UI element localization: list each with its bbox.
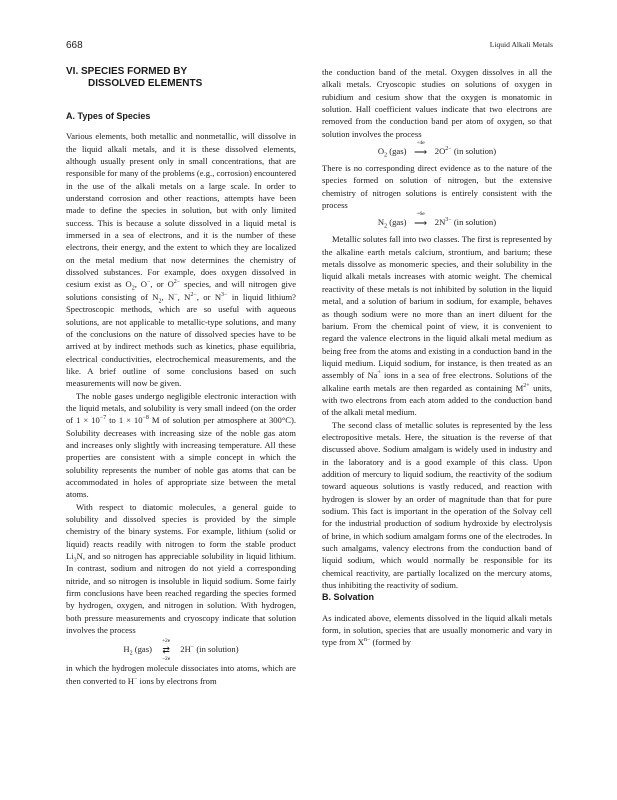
paragraph: in which the hydrogen molecule dissociates into atoms, which are then converted to H− ions by electrons from [66, 663, 296, 686]
right-column [322, 66, 552, 649]
reaction-arrow: +6e ⟶ [414, 211, 428, 229]
page-number: 668 [66, 40, 83, 51]
paragraph: Various elements, both metallic and nonmetallic, will dissolve in the liquid alkali metals, and it is these dissolved elements, although usually present only in small concentrations, that are responsible for many of the problems (e.g., corrosion) encountered in the use of the alkali metals on a large scale. In order to understand corrosion and other reactions, attempts have been made to define the species in solution, but with only limited success. This is because a solute dissolved in a liquid metal is immersed in a sea of electrons, and it is the number of these electrons, their energy, and the extent to which they are localized on the metal medium that now determines the chemistry of dissolved substances. For example, does oxygen dissolved in cesium exist as $O_2$, O−, or $O^{2-}$ species, and will nitrogen give solutions consisting of $N_2$, N−, $N^{2-}$, or $N^{3-}$ in liquid lithium? Spectroscopic methods, which are so useful with aqueous solutions, are not applicable to metallic-type solutions, and many of the conclusions on the nature of dissolved species have to be arrived at by indirect methods such as kinetics, phase equilibria, electrical conductivities, electrochemical measurements, and the like. A brief outline of some conclusions based on such measurements will now be given. [66, 131, 297, 389]
equation-nitrogen: $N_2$ (gas) +6e ⟶ $2N^{3-}$ (in solution) [377, 211, 497, 231]
reaction-arrow: +4e ⟶ [414, 140, 428, 158]
equation-hydrogen: $H_2$ (gas) +2e ⇄ −2e 2H− (in solution) [123, 638, 239, 663]
paragraph: the conduction band of the metal. Oxygen dissolves in all the alkali metals. Cryoscopic studies on solutions of oxygen in rubidium and cesium show that the oxygen is monatomic in solution. Hall coefficient values indicate that two electrons are removed from the conduction band per atom of oxygen, so that solution involves the process [322, 67, 552, 139]
equilibrium-arrow: +2e ⇄ −2e [161, 638, 171, 663]
equation-oxygen: $O_2$ (gas) +4e ⟶ $2O^{2-}$ (in solution) [377, 140, 497, 159]
paragraph: There is no corresponding direct evidence as to the nature of the species formed on solution of nitrogen, but the extensive chemistry of nitrogen solutions is entirely consistent with the process [322, 163, 552, 211]
paragraph: With respect to diatomic molecules, a general guide to solubility and dissolved species is provided by the simple chemistry of the binary systems. For example, lithium (solid or liquid) reacts readily with nitrogen to form the stable product $Li_3N$, and so nitrogen has appreciable solubility in liquid lithium. In contrast, sodium and nitrogen do not yield a corresponding nitride, and so nitrogen is insoluble in liquid sodium. Some fairly firm conclusions have been reached regarding the species formed by hydrogen, oxygen, and nitrogen in solution. With hydrogen, both pressure measurements and cryoscopy indicate that solution involves the process [66, 501, 296, 636]
paragraph: The noble gases undergo negligible electronic interaction with the liquid metals, and solubility is very small indeed (on the order of $1 \times 10^{-7}$ to $1 \times 10^{-8}$ M of solution per atmosphere at 300°C). Solubility decreases with increasing size of the noble gas atom and increases only slightly with increasing temperature. All these properties are consistent with a simple concept in which the solubility represents the number of noble gas atoms that can be accommodated in holes of appropriate size between the metal atoms. [66, 390, 297, 500]
running-head: Liquid Alkali Metals [489, 40, 553, 49]
left-column [66, 66, 296, 687]
paragraph: Metallic solutes fall into two classes. The first is represented by the alkaline earth metals calcium, strontium, and barium; these metals dissolve as monomeric species, and their solubility in the liquid alkali metals increases with atomic weight. The chemical reactivity of these metals is not inhibited by solution in the liquid metal, and a solution of barium in sodium, for example, behaves as though sodium were no more than an inert diluent for the barium. From the chemical point of view, it is convenient to regard the valence electrons in the liquid alkali metal medium as being free from the atoms and existing in a conduction band in the liquid medium. Liquid sodium, for instance, is then treated as an assembly of Na+ ions in a sea of free electrons. Solutions of the alkaline earth metals are then regarded as containing $M^{2+}$ units, with two electrons from each atom added to the conduction band of the alkali metal medium. [322, 234, 552, 418]
section-title-line1: VI. SPECIES FORMED BY [66, 66, 188, 77]
paragraph: The second class of metallic solutes is represented by the less electropositive metals. Here, the situation is the reverse of that discussed above. Sodium amalgam is widely used in industry and in the laboratory and is a good example of this class. Upon addition of mercury to liquid sodium, the reactivity of the sodium toward aqueous solutions is vastly reduced, and reaction with hydrogen is slower by an order of magnitude than that for pure sodium. This fact is important in the operation of the Solvay cell for the industrial production of sodium hydroxide by electrolysis of brine, in which sodium amalgam forms one of the electrodes. In such amalgams, valency electrons from the conduction band of liquid sodium, which would normally be responsible for its chemical reactivity, are partially localized on the mercury atoms, thus inhibiting the reactivity of sodium. [322, 419, 552, 591]
section-title [66, 66, 296, 90]
subsection-heading-a: A. Types of Species [66, 111, 151, 121]
subsection-heading-b: B. Solvation [322, 592, 375, 603]
paragraph: As indicated above, elements dissolved in the liquid alkali metals form, in solution, species that are usually monomeric and vary in type from $X^{n-}$ (formed by [322, 612, 552, 648]
section-title-line2: DISSOLVED ELEMENTS [88, 78, 203, 89]
